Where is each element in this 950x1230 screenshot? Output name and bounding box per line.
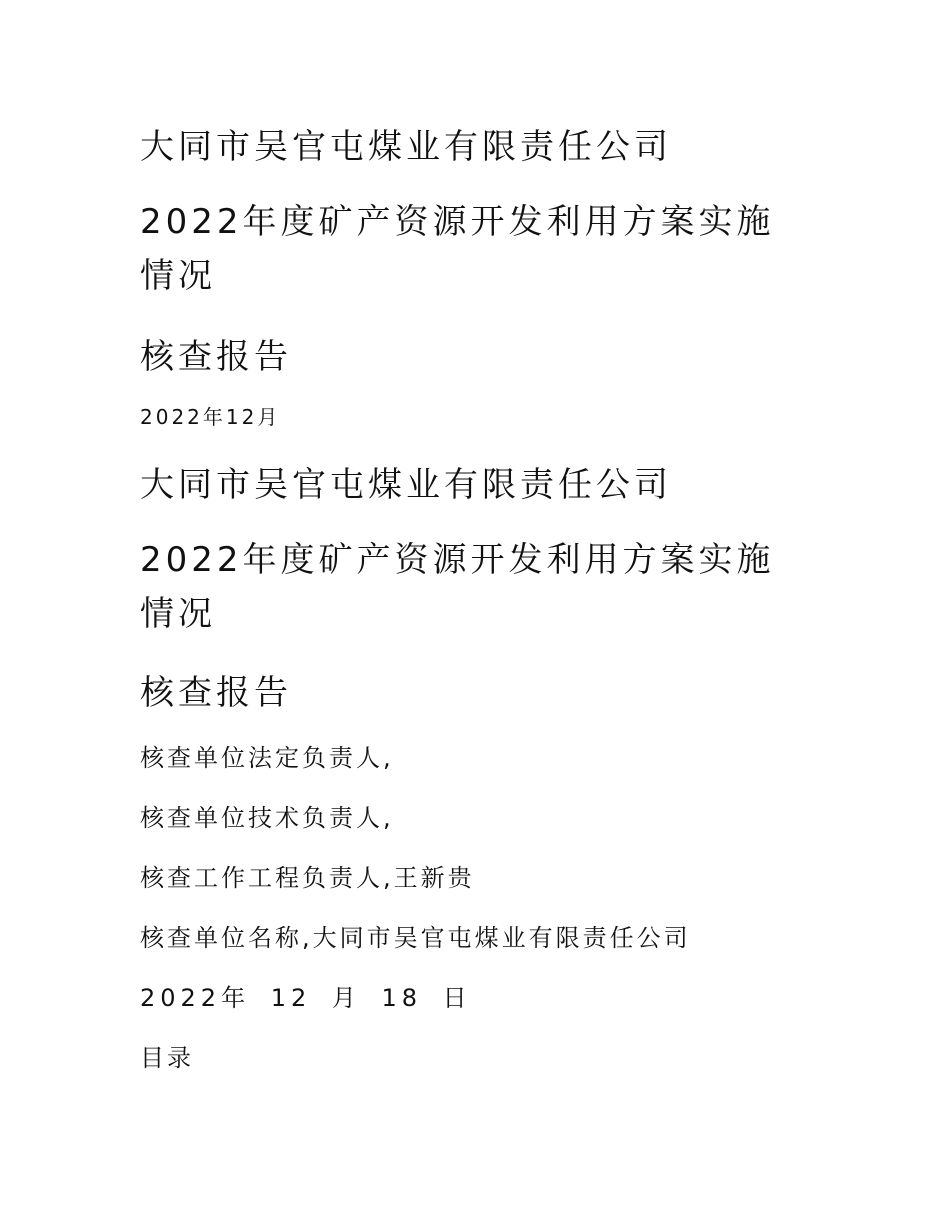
cover-date: 2022年12月 [140,405,281,429]
unit-name-line: 核查单位名称,大同市吴官屯煤业有限责任公司 [140,924,691,952]
title-page-report-title: 2022年度矿产资源开发利用方案实施情况 [140,540,775,634]
cover-report-title: 2022年度矿产资源开发利用方案实施情况 [140,202,775,296]
project-lead-line: 核查工作工程负责人,王新贵 [140,864,475,892]
legal-representative-line: 核查单位法定负责人, [140,744,394,772]
title-page-report-subtitle: 核查报告 [140,673,292,713]
cover-report-subtitle: 核查报告 [140,337,292,377]
title-page-company-name: 大同市吴官屯煤业有限责任公司 [140,465,672,505]
cover-company-name: 大同市吴官屯煤业有限责任公司 [140,127,672,167]
table-of-contents-heading: 目录 [140,1044,194,1072]
report-date-line: 2022年 12 月 18 日 [140,984,472,1012]
technical-lead-line: 核查单位技术负责人, [140,804,394,832]
